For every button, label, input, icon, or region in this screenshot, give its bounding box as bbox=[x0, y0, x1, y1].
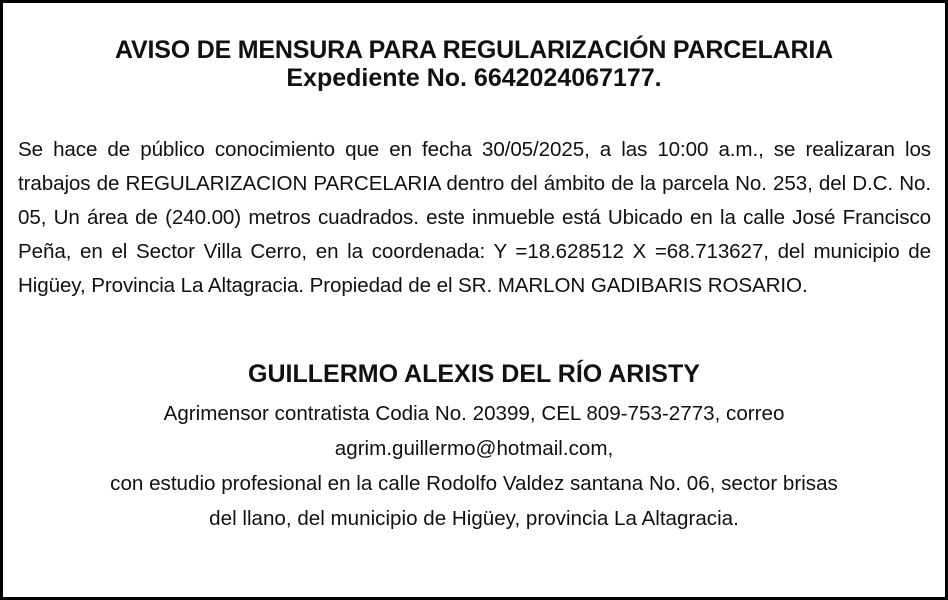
file-number: Expediente No. 6642024067177. bbox=[286, 64, 662, 92]
signer-name: GUILLERMO ALEXIS DEL RÍO ARISTY bbox=[248, 360, 700, 388]
contact-line-email: agrim.guillermo@hotmail.com, bbox=[334, 437, 614, 460]
contact-line-office-address: con estudio profesional en la calle Rodolfo Valdez santana No. 06, sector brisas bbox=[110, 472, 838, 495]
contact-line-license-phone: Agrimensor contratista Codia No. 20399, CEL 809-753-2773, correo bbox=[163, 402, 785, 425]
notice-body: Se hace de público conocimiento que en fecha 30/05/2025, a las 10:00 a.m., se realizaran los trabajos de REGULARIZACION PARCELARIA dentro del ámbito de la parcela No. 253, del D.C. No. 05, Un área de (240.00) metros cuadrados. este inmueble está Ubicado en la calle José Francisco Peña, en el Sector Villa Cerro, en la coordenada: Y =18.628512 X =68.713627, del municipio de Higüey, Provincia La Altagracia. Propiedad de el SR. MARLON GADIBARIS ROSARIO. bbox=[18, 138, 931, 297]
contact-line-office-location: del llano, del municipio de Higüey, provincia La Altagracia. bbox=[209, 507, 739, 530]
notice-title: AVISO DE MENSURA PARA REGULARIZACIÓN PARCELARIA bbox=[115, 36, 833, 64]
signer-contact bbox=[23, 396, 925, 536]
